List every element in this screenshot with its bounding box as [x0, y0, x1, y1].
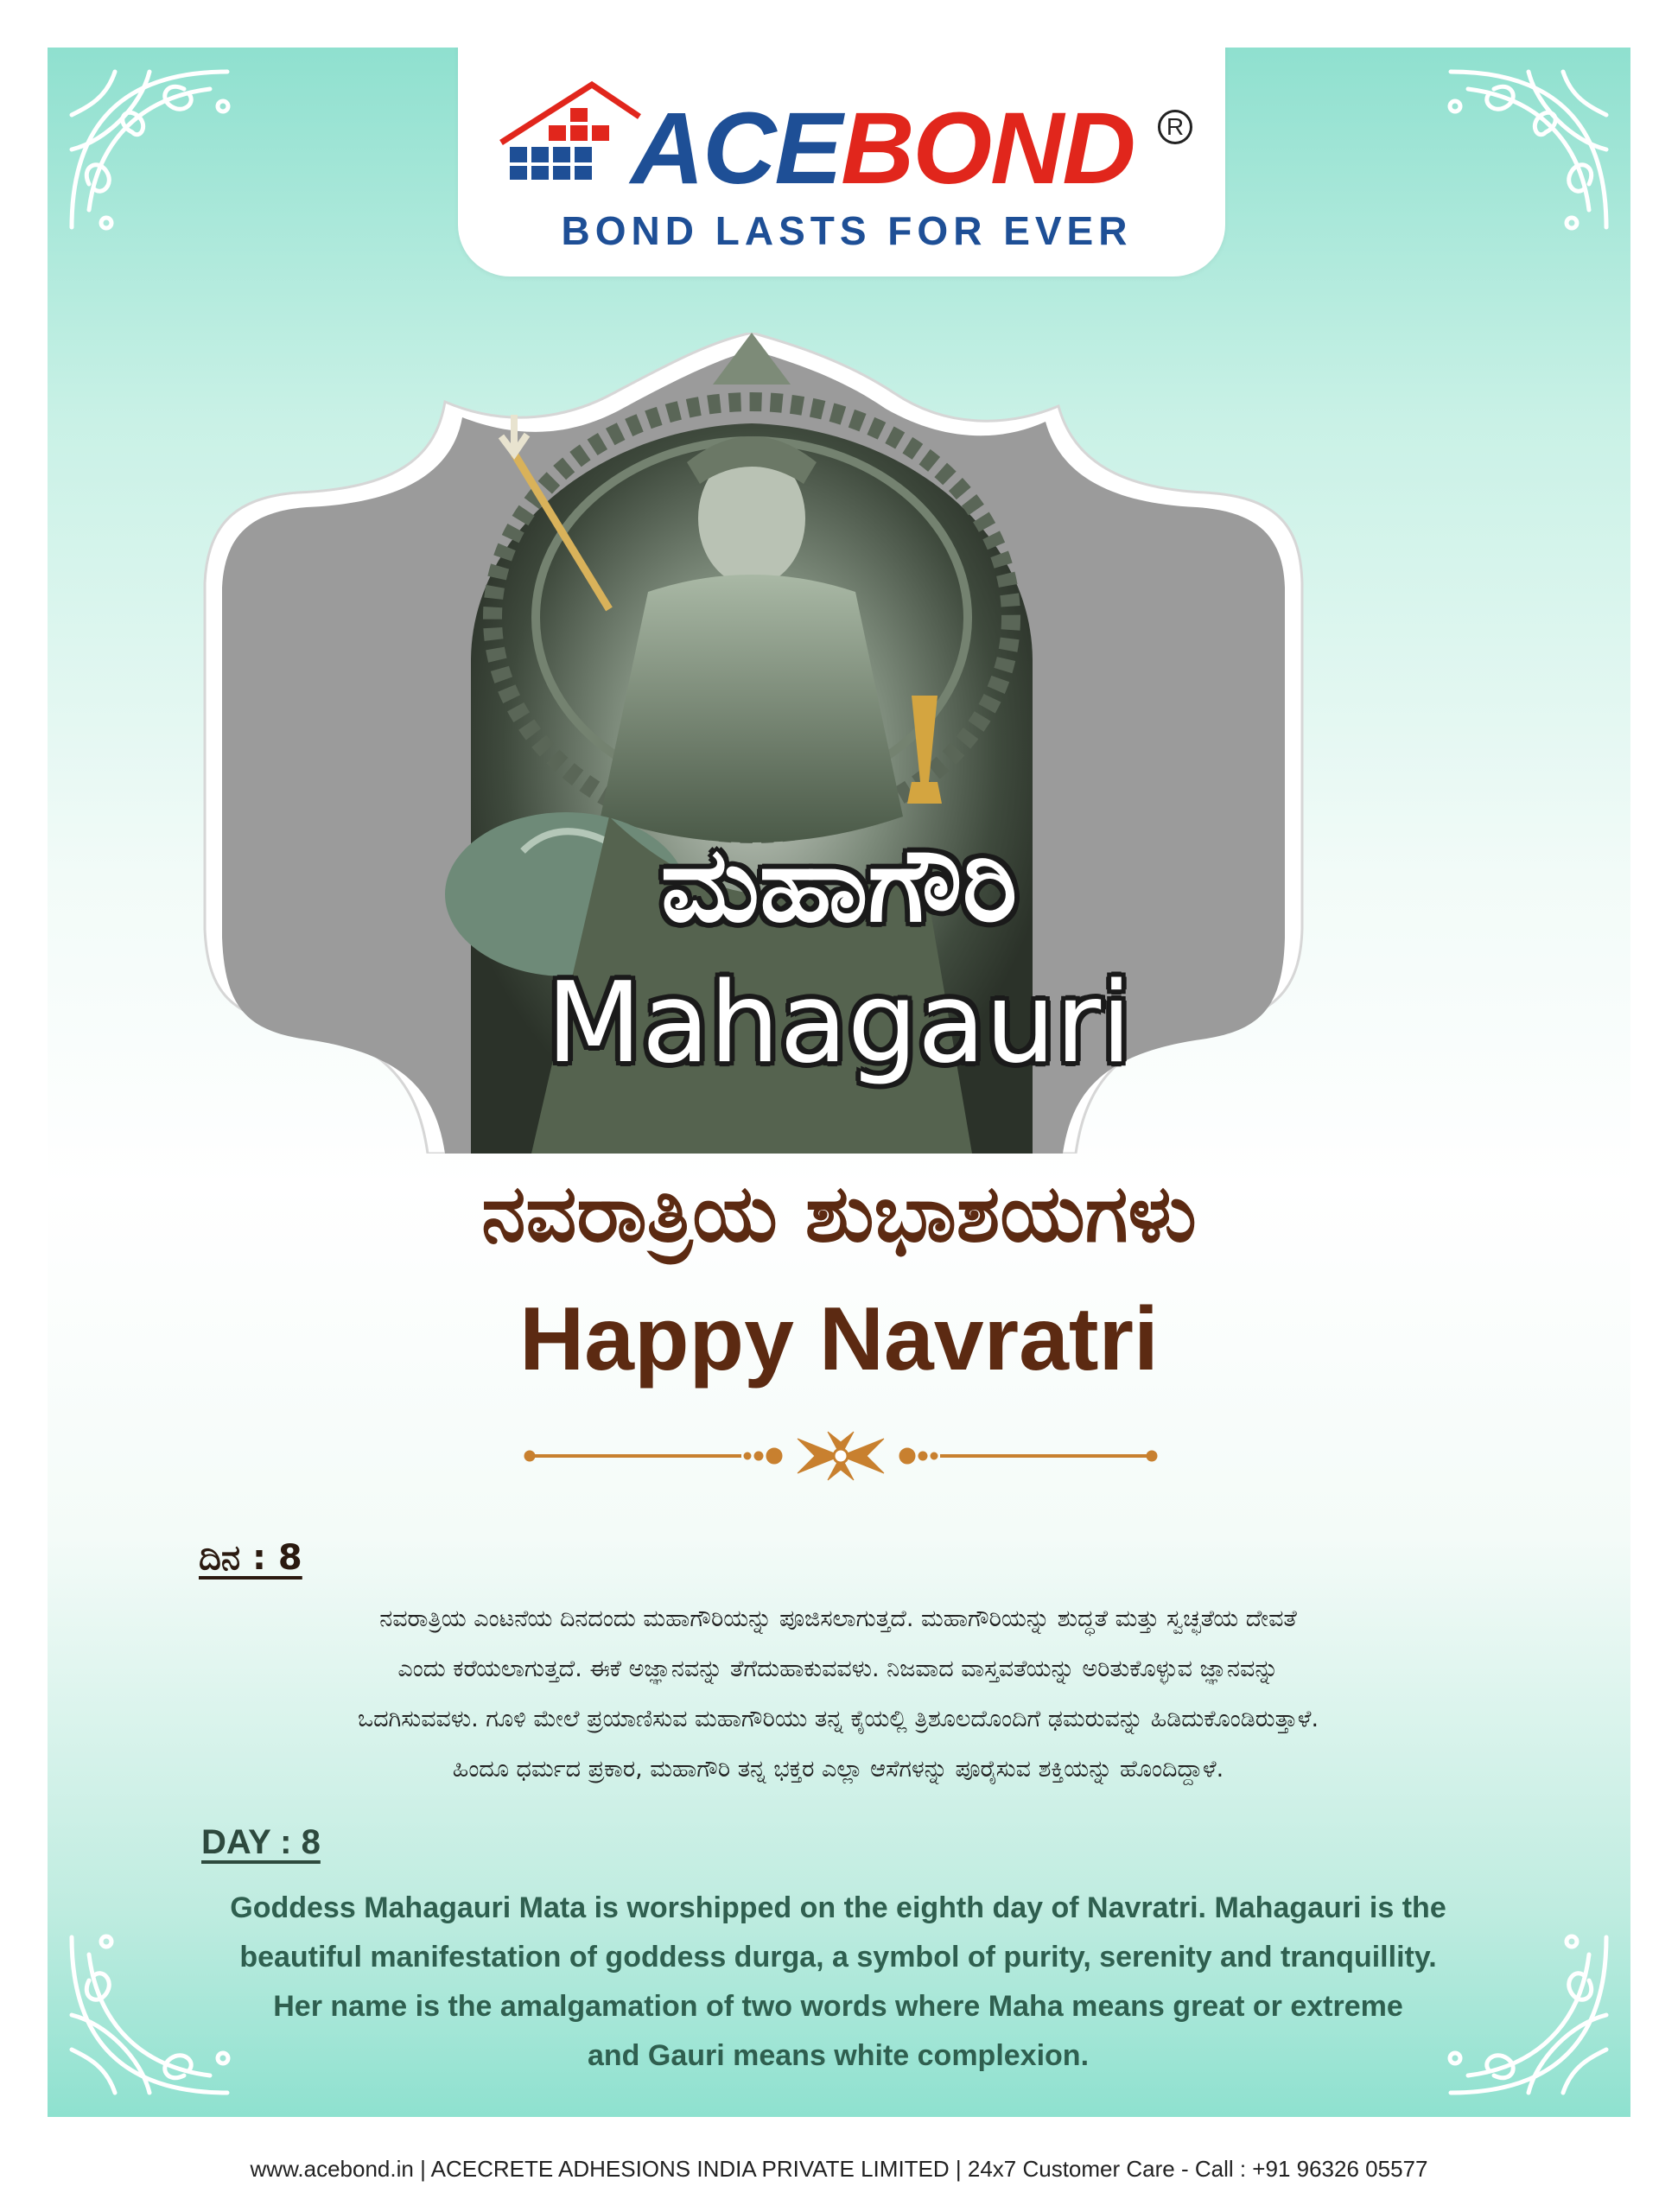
greeting-kannada: ನವರಾತ್ರಿಯ ಶುಭಾಶಯಗಳು — [481, 1167, 1197, 1260]
registered-mark: R — [1158, 110, 1192, 144]
description-kannada-line: ಎಂದು ಕರೆಯಲಾಗುತ್ತದೆ. ಈಕೆ ಅಜ್ಞಾನವನ್ನು ತೆಗೆದುಹಾಕುವವಳು. ನಿಜವಾದ ವಾಸ್ತವತೆಯನ್ನು ಅರಿತುಕೊಳ್ಳುವ ಜ್ಞಾನವನ್ನು — [397, 1656, 1279, 1682]
greeting-english: Happy Navratri — [519, 1289, 1159, 1389]
description-english-line: and Gauri means white complexion. — [587, 2039, 1090, 2072]
day-label-english: DAY : 8 — [201, 1823, 321, 1861]
description-english — [151, 1884, 1525, 2081]
description-kannada-line: ಒದಗಿಸುವವಳು. ಗೂಳಿ ಮೇಲೆ ಪ್ರಯಾಣಿಸುವ ಮಹಾಗೌರಿಯು ತನ್ನ ಕೈಯಲ್ಲಿ ತ್ರಿಶೂಲದೊಂದಿಗೆ ಢಮರುವನ್ನು ಹಿಡಿದುಕೊಂಡಿರುತ್ತಾಳೆ. — [357, 1706, 1319, 1732]
deity-name-kannada: ಮಹಾಗೌರಿ — [660, 825, 1018, 945]
floral-corner-ornament-icon — [54, 54, 253, 253]
brand-logo — [458, 48, 1225, 276]
description-english-line: Goddess Mahagauri Mata is worshipped on the eighth day of Navratri. Mahagauri is the — [230, 1891, 1446, 1924]
poster — [48, 48, 1630, 2117]
brand-name-part2: BOND — [841, 92, 1135, 206]
deity-name-english: Mahagauri — [546, 959, 1132, 1088]
footer-contact: www.acebond.in | ACECRETE ADHESIONS INDIA PRIVATE LIMITED | 24x7 Customer Care - Call : +91 96326 05577 — [250, 2156, 1428, 2182]
description-english-line: beautiful manifestation of goddess durga, a symbol of purity, serenity and tranquillity. — [239, 1941, 1437, 1974]
house-building-logo-icon — [497, 78, 644, 181]
floral-divider-ornament — [521, 1430, 1160, 1482]
description-kannada — [151, 1594, 1525, 1795]
description-kannada-line: ನವರಾತ್ರಿಯ ಎಂಟನೆಯ ದಿನದಂದು ಮಹಾಗೌರಿಯನ್ನು ಪೂಜಿಸಲಾಗುತ್ತದೆ. ಮಹಾಗೌರಿಯನ್ನು ಶುದ್ಧತೆ ಮತ್ತು ಸ್ವಚ್ಛತೆಯ ದೇವತೆ — [379, 1605, 1297, 1632]
day-label-kannada: ದಿನ : 8 — [199, 1538, 302, 1578]
description-english-line: Her name is the amalgamation of two words where Maha means great or extreme — [273, 1990, 1403, 2023]
floral-corner-ornament-icon — [1425, 54, 1624, 253]
description-kannada-line: ಹಿಂದೂ ಧರ್ಮದ ಪ್ರಕಾರ, ಮಹಾಗೌರಿ ತನ್ನ ಭಕ್ತರ ಎಲ್ಲಾ ಆಸೆಗಳನ್ನು ಪೂರೈಸುವ ಶಕ್ತಿಯನ್ನು ಹೊಂದಿದ್ದಾಳೆ. — [452, 1756, 1224, 1783]
brand-name-part1: ACE — [631, 92, 842, 206]
brand-tagline: BOND LASTS FOR EVER — [561, 208, 1133, 253]
brand-wordmark — [631, 92, 1135, 206]
